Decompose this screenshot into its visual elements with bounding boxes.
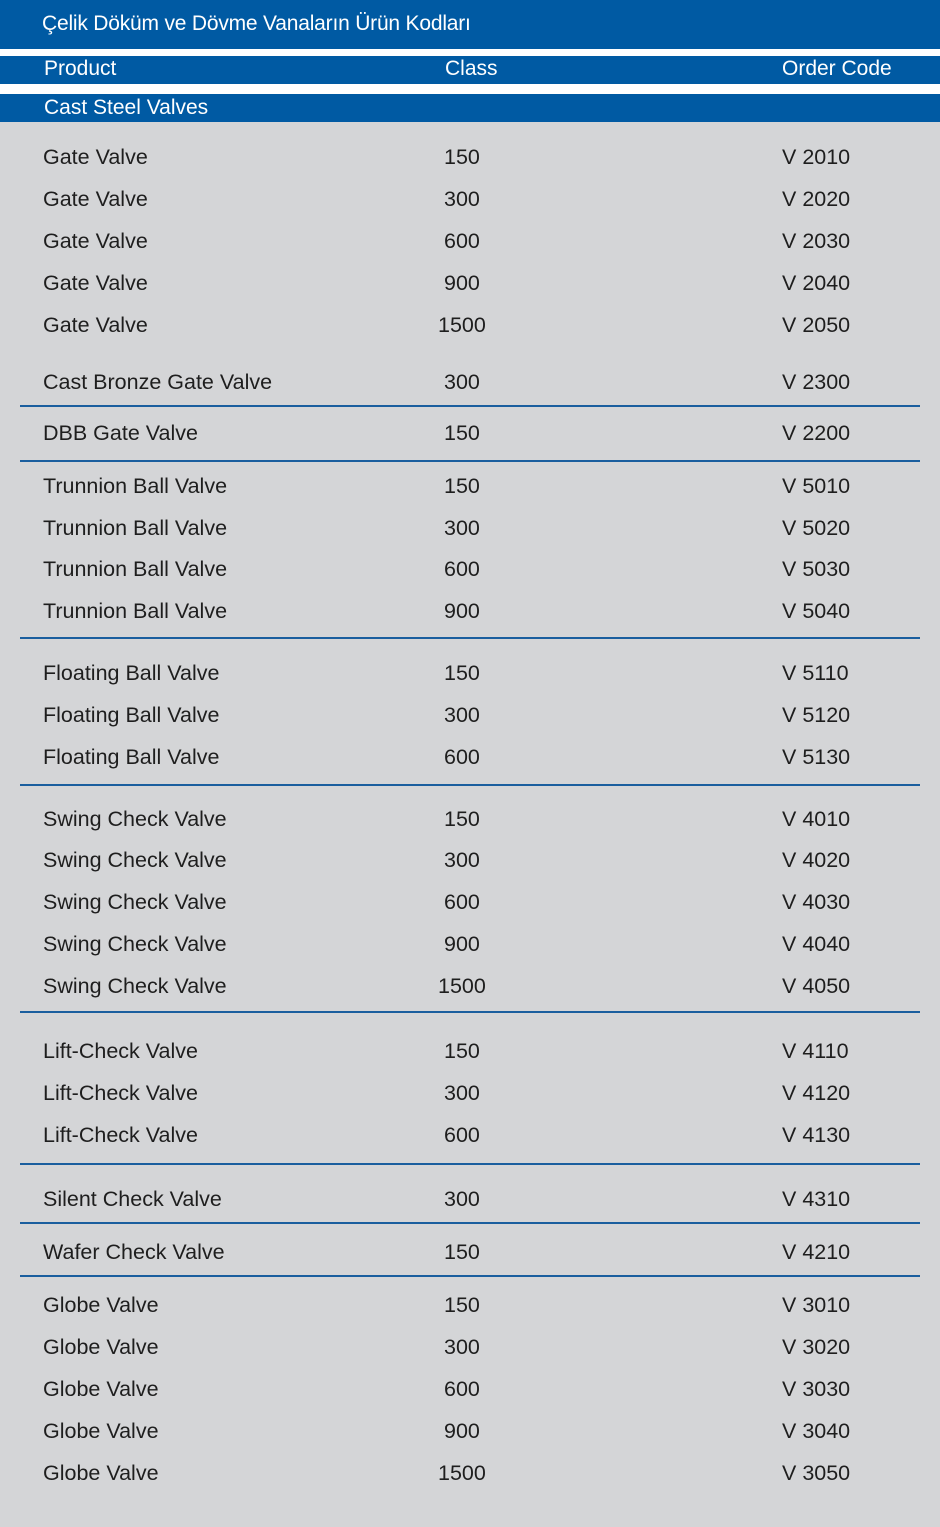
order-code-cell: V 2030 [782, 229, 851, 253]
section-header [0, 94, 940, 122]
order-code-cell: V 4010 [782, 807, 851, 831]
product-cell: Silent Check Valve [43, 1187, 222, 1211]
order-code-cell: V 5020 [782, 516, 851, 540]
class-cell: 150 [444, 421, 480, 445]
product-cell: Trunnion Ball Valve [43, 516, 228, 540]
order-code-cell: V 4120 [782, 1081, 851, 1105]
title-bar [0, 0, 940, 49]
class-cell: 150 [444, 1293, 480, 1317]
column-header-product: Product [44, 57, 117, 80]
table-row [0, 310, 940, 340]
order-code-cell: V 5040 [782, 599, 851, 623]
table-row [0, 1120, 940, 1150]
order-code-cell: V 4310 [782, 1187, 851, 1211]
order-code-cell: V 3050 [782, 1461, 851, 1485]
product-cell: Globe Valve [43, 1335, 159, 1359]
class-cell: 150 [444, 145, 480, 169]
product-cell: Floating Ball Valve [43, 703, 220, 727]
product-cell: Floating Ball Valve [43, 745, 220, 769]
table-row [0, 658, 940, 688]
product-cell: Lift-Check Valve [43, 1039, 198, 1063]
class-cell: 150 [444, 1039, 480, 1063]
class-cell: 300 [444, 370, 480, 394]
class-cell: 300 [444, 1081, 480, 1105]
order-code-cell: V 4210 [782, 1240, 851, 1264]
order-code-cell: V 3030 [782, 1377, 851, 1401]
page-title: Çelik Döküm ve Dövme Vanaların Ürün Kodları [42, 12, 471, 35]
order-code-cell: V 4020 [782, 848, 851, 872]
row-divider [20, 637, 920, 639]
order-code-cell: V 5110 [782, 661, 849, 685]
row-divider [20, 1011, 920, 1013]
product-cell: Trunnion Ball Valve [43, 474, 228, 498]
order-code-cell: V 3020 [782, 1335, 851, 1359]
table-row [0, 226, 940, 256]
product-cell: Floating Ball Valve [43, 661, 220, 685]
table-row [0, 1078, 940, 1108]
class-cell: 600 [444, 1377, 480, 1401]
table-row [0, 1184, 940, 1214]
order-code-cell: V 2050 [782, 313, 851, 337]
product-cell: DBB Gate Valve [43, 421, 198, 445]
row-divider [20, 784, 920, 786]
product-cell: Globe Valve [43, 1377, 159, 1401]
class-cell: 150 [444, 1240, 480, 1264]
order-code-cell: V 5010 [782, 474, 851, 498]
order-code-cell: V 2300 [782, 370, 851, 394]
class-cell: 300 [444, 703, 480, 727]
order-code-cell: V 2020 [782, 187, 851, 211]
class-cell: 300 [444, 187, 480, 211]
order-code-cell: V 5030 [782, 557, 851, 581]
class-cell: 300 [444, 516, 480, 540]
table-row [0, 700, 940, 730]
class-cell: 1500 [438, 974, 486, 998]
class-cell: 150 [444, 661, 480, 685]
product-cell: Globe Valve [43, 1293, 159, 1317]
class-cell: 600 [444, 1123, 480, 1147]
table-row [0, 268, 940, 298]
column-header-class: Class [445, 57, 498, 80]
product-cell: Swing Check Valve [43, 890, 227, 914]
product-cell: Lift-Check Valve [43, 1123, 198, 1147]
class-cell: 600 [444, 557, 480, 581]
product-cell: Lift-Check Valve [43, 1081, 198, 1105]
table-row [0, 513, 940, 543]
row-divider [20, 1222, 920, 1224]
section-title: Cast Steel Valves [44, 96, 209, 119]
order-code-cell: V 4130 [782, 1123, 851, 1147]
product-cell: Trunnion Ball Valve [43, 599, 228, 623]
class-cell: 600 [444, 229, 480, 253]
table-row [0, 929, 940, 959]
product-cell: Swing Check Valve [43, 848, 227, 872]
product-cell: Gate Valve [43, 271, 148, 295]
product-cell: Trunnion Ball Valve [43, 557, 228, 581]
order-code-cell: V 4040 [782, 932, 851, 956]
product-cell: Gate Valve [43, 187, 148, 211]
class-cell: 600 [444, 890, 480, 914]
table-row [0, 367, 940, 397]
order-code-cell: V 3040 [782, 1419, 851, 1443]
product-cell: Gate Valve [43, 313, 148, 337]
table-row [0, 418, 940, 448]
order-code-cell: V 4110 [782, 1039, 849, 1063]
class-cell: 300 [444, 848, 480, 872]
table-row [0, 742, 940, 772]
order-code-cell: V 4050 [782, 974, 851, 998]
table-row [0, 1416, 940, 1446]
class-cell: 900 [444, 1419, 480, 1443]
row-divider [20, 1163, 920, 1165]
table-row [0, 1036, 940, 1066]
product-table [0, 122, 940, 1527]
table-row [0, 845, 940, 875]
column-header-order-code: Order Code [782, 57, 892, 80]
row-divider [20, 1275, 920, 1277]
table-row [0, 1237, 940, 1267]
class-cell: 900 [444, 599, 480, 623]
product-cell: Gate Valve [43, 229, 148, 253]
class-cell: 900 [444, 271, 480, 295]
class-cell: 900 [444, 932, 480, 956]
table-row [0, 1332, 940, 1362]
class-cell: 1500 [438, 1461, 486, 1485]
class-cell: 300 [444, 1187, 480, 1211]
row-divider [20, 405, 920, 407]
table-row [0, 596, 940, 626]
order-code-cell: V 2200 [782, 421, 851, 445]
order-code-cell: V 2040 [782, 271, 851, 295]
table-row [0, 554, 940, 584]
class-cell: 600 [444, 745, 480, 769]
product-cell: Gate Valve [43, 145, 148, 169]
product-cell: Globe Valve [43, 1419, 159, 1443]
table-row [0, 971, 940, 1001]
table-row [0, 887, 940, 917]
order-code-cell: V 2010 [782, 145, 851, 169]
product-cell: Wafer Check Valve [43, 1240, 225, 1264]
row-divider [20, 460, 920, 462]
table-row [0, 804, 940, 834]
class-cell: 150 [444, 807, 480, 831]
table-row [0, 142, 940, 172]
table-header [0, 56, 940, 84]
table-row [0, 184, 940, 214]
class-cell: 1500 [438, 313, 486, 337]
product-cell: Cast Bronze Gate Valve [43, 370, 273, 394]
class-cell: 150 [444, 474, 480, 498]
product-cell: Globe Valve [43, 1461, 159, 1485]
order-code-cell: V 3010 [782, 1293, 851, 1317]
product-cell: Swing Check Valve [43, 807, 227, 831]
product-cell: Swing Check Valve [43, 932, 227, 956]
table-row [0, 471, 940, 501]
table-row [0, 1458, 940, 1488]
class-cell: 300 [444, 1335, 480, 1359]
order-code-cell: V 5120 [782, 703, 851, 727]
product-cell: Swing Check Valve [43, 974, 227, 998]
table-row [0, 1374, 940, 1404]
table-row [0, 1290, 940, 1320]
order-code-cell: V 4030 [782, 890, 851, 914]
order-code-cell: V 5130 [782, 745, 851, 769]
